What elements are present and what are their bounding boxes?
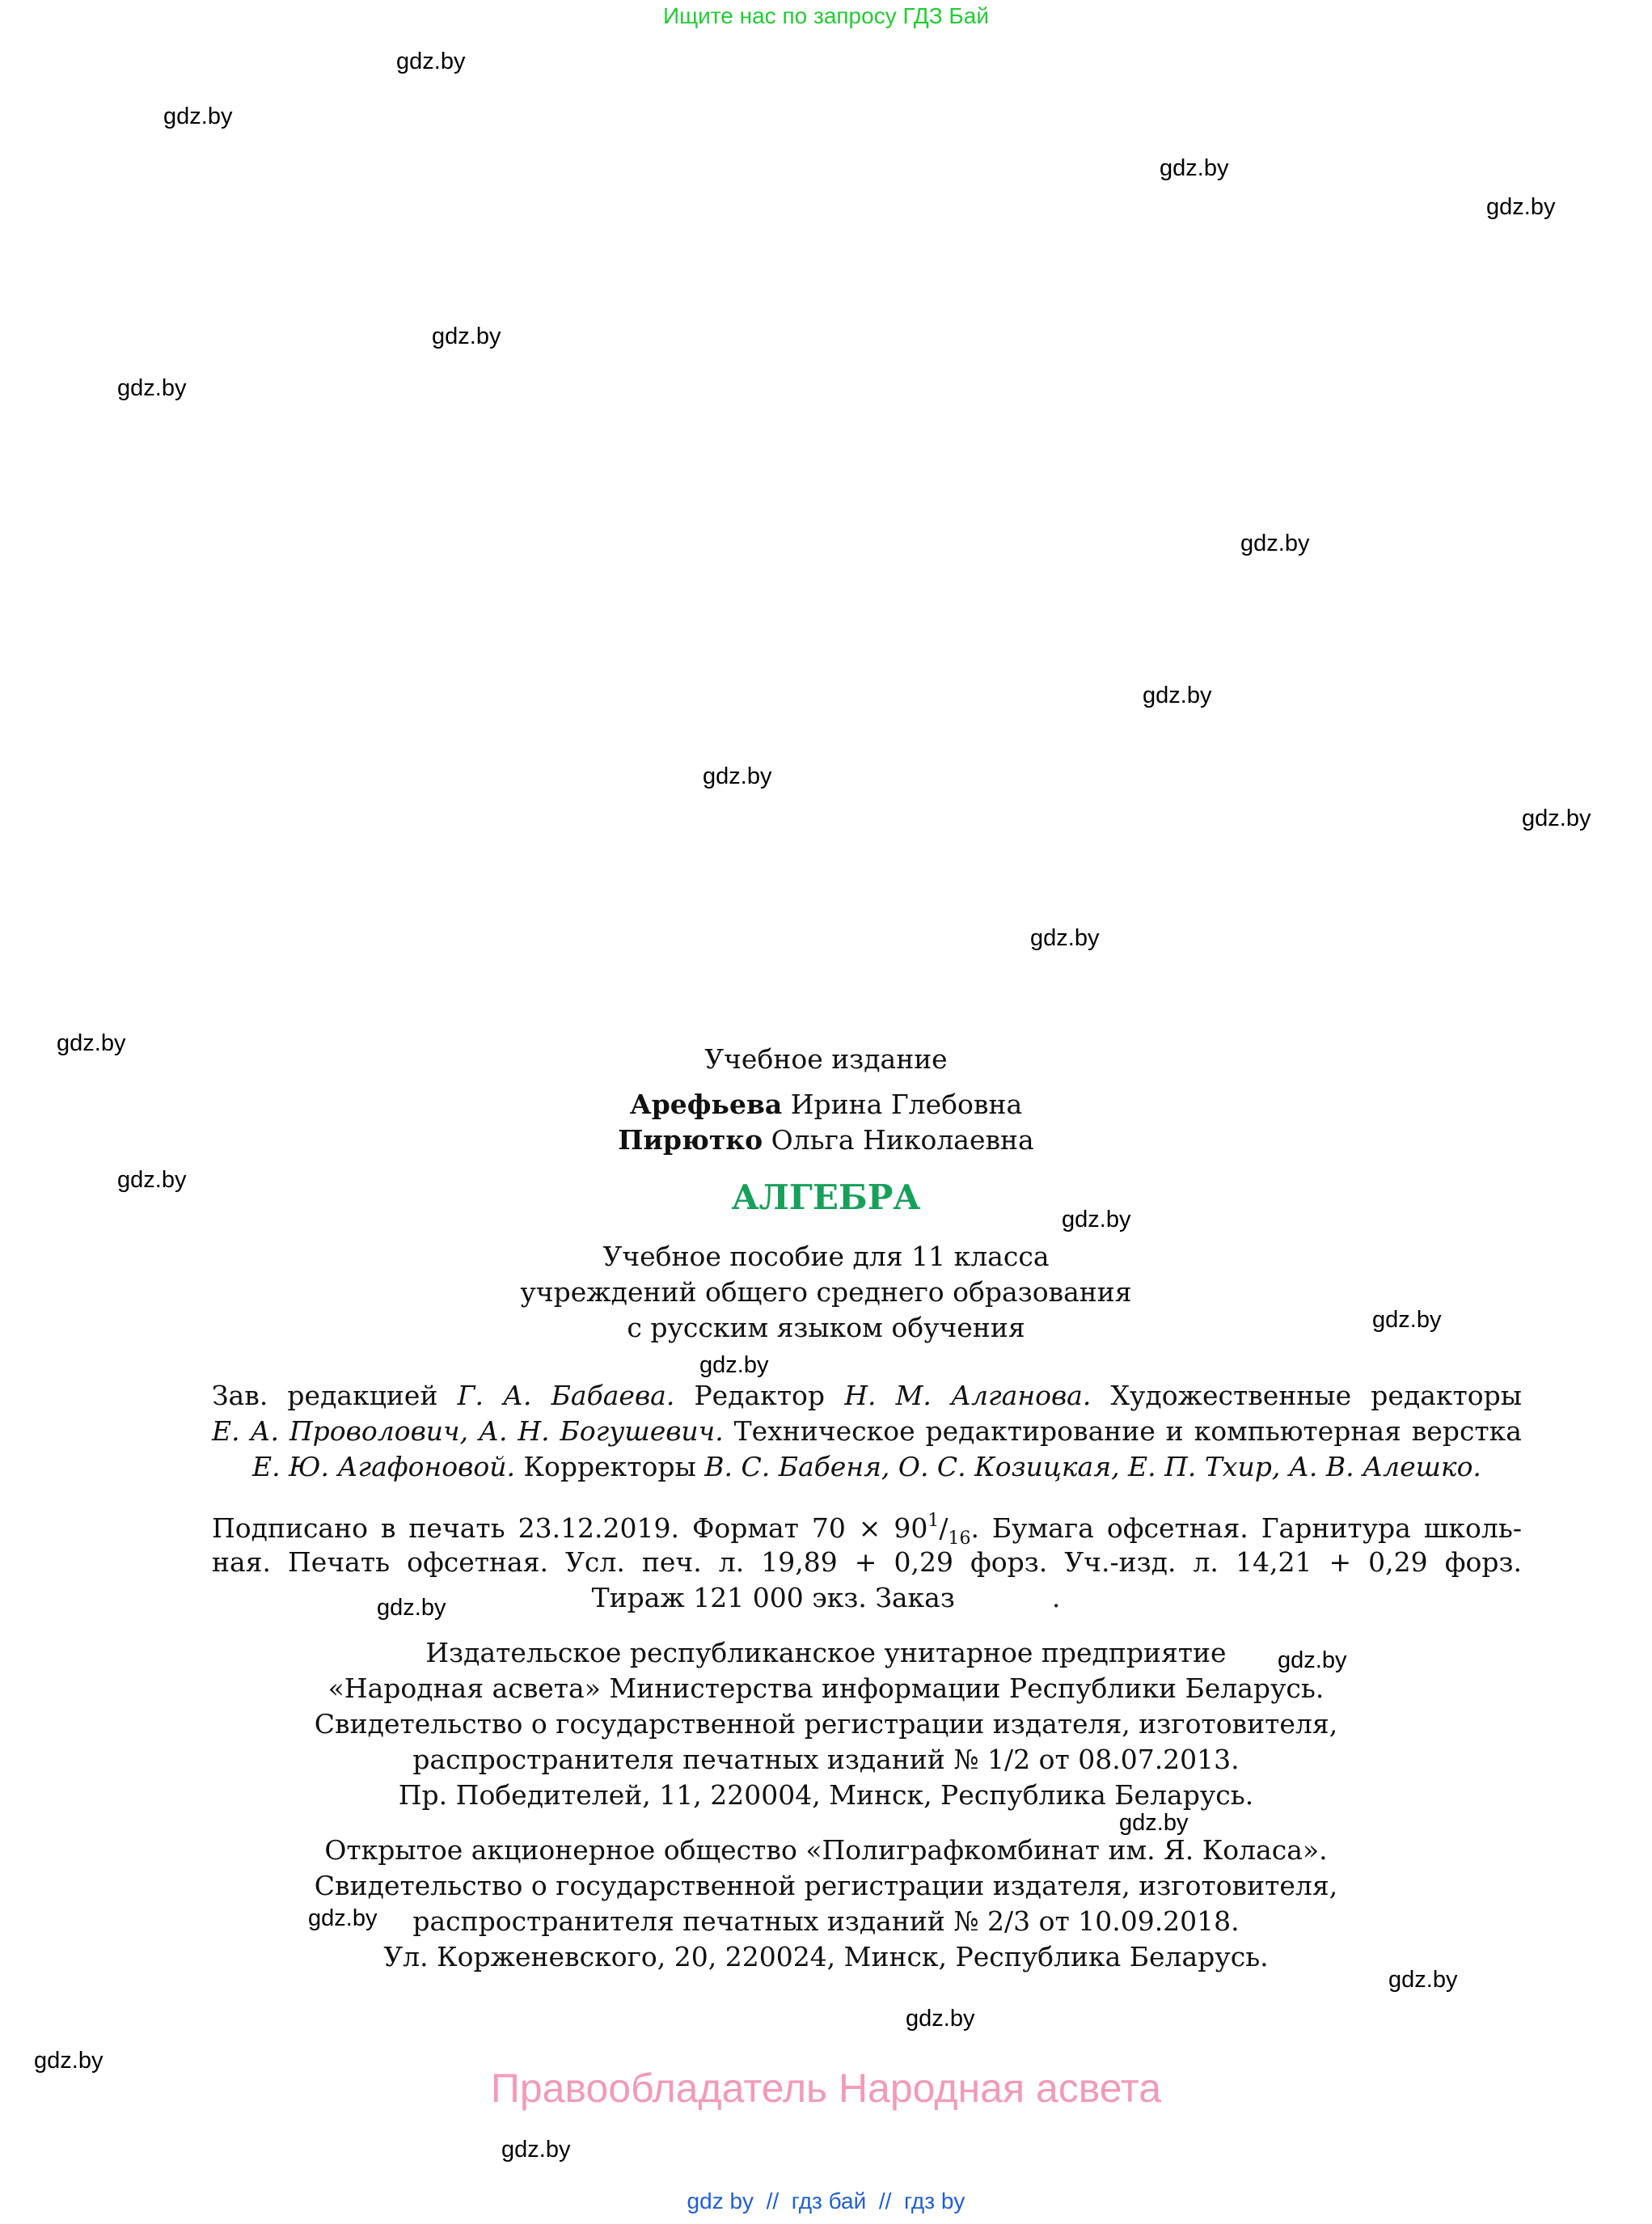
watermark: gdz.by (1119, 1810, 1189, 1836)
author-1-first-name: Ирина Глебовна (790, 1089, 1023, 1120)
print-line-1 (212, 1511, 1522, 1549)
footer-separator: // (766, 2188, 780, 2213)
publisher-line: «Народная асвета» Министерства информации Республики Беларусь. (327, 1672, 1325, 1704)
credits-text: Зав. редакцией (212, 1380, 438, 1411)
watermark: gdz.by (57, 1030, 126, 1056)
watermark: gdz.by (308, 1905, 378, 1931)
subtitle-line-1: Учебное пособие для 11 класса (602, 1241, 1050, 1272)
watermark: gdz.by (396, 49, 466, 74)
credits-name: В. С. Бабеня, О. С. Козицкая, Е. П. Тхир, А. В. Алешко. (704, 1451, 1481, 1482)
author-1-last-name: Арефьева (629, 1089, 783, 1120)
credits-name: Н. М. Алганова. (844, 1380, 1092, 1411)
watermark: gdz.by (1486, 194, 1556, 220)
watermark: gdz.by (1278, 1647, 1347, 1673)
watermark: gdz.by (34, 2048, 104, 2074)
edition-type: Учебное издание (704, 1043, 948, 1075)
printer-line: распространителя печатных изданий № 2/3 от 10.09.2018. (412, 1905, 1240, 1937)
credits-text: Художественные редакторы (1110, 1380, 1523, 1411)
footer-link[interactable]: гдз by (903, 2188, 965, 2213)
publisher-line: Пр. Победителей, 11, 220004, Минск, Республика Беларусь. (398, 1779, 1254, 1811)
footer-link[interactable]: gdz by (687, 2188, 754, 2213)
credits-line-1 (212, 1380, 1522, 1411)
watermark: gdz.by (1143, 683, 1212, 708)
watermark: gdz.by (703, 763, 772, 789)
credits-name: Г. А. Бабаева. (457, 1380, 675, 1411)
subtitle-line-2: учреждений общего среднего образования (520, 1276, 1132, 1308)
watermark: gdz.by (432, 323, 501, 349)
credits-name: Е. А. Проволович, А. Н. Богушевич. (212, 1415, 724, 1447)
publisher-line: распространителя печатных изданий № 1/2 от 08.07.2013. (412, 1744, 1240, 1775)
watermark: gdz.by (1372, 1307, 1442, 1333)
watermark: gdz.by (117, 1167, 187, 1193)
author-2-last-name: Пирютко (618, 1124, 763, 1156)
watermark: gdz.by (906, 2006, 975, 2032)
book-title: АЛГЕБРА (731, 1178, 921, 1217)
rights-holder: Правообладатель Народная асвета (490, 2065, 1162, 2111)
author-2-first-name: Ольга Николаевна (771, 1124, 1034, 1156)
credits-text: Корректоры (523, 1451, 696, 1482)
footer-link[interactable]: гдз бай (791, 2188, 867, 2213)
print-run: Тираж 121 000 экз. Заказ (591, 1582, 955, 1613)
print-line-3 (0, 1582, 1652, 1613)
watermark: gdz.by (1160, 155, 1229, 181)
footer-links (0, 2188, 1652, 2214)
top-banner: Ищите нас по запросу ГДЗ Бай (662, 3, 990, 28)
publisher-line: Свидетельство о государственной регистрации издателя, изготовителя, (314, 1708, 1338, 1740)
credits-line-3 (212, 1451, 1522, 1482)
credits-line-2 (212, 1415, 1522, 1447)
author-2 (0, 1124, 1652, 1156)
author-1 (0, 1089, 1652, 1120)
print-dot: . (1051, 1582, 1061, 1613)
printer-line: Свидетельство о государственной регистрации издателя, изготовителя, (314, 1870, 1338, 1901)
credits-name: Е. Ю. Агафоновой. (252, 1451, 515, 1482)
fraction-denominator: 16 (948, 1528, 971, 1549)
watermark: gdz.by (377, 1595, 446, 1621)
printer-line: Ул. Корженевского, 20, 220024, Минск, Республика Беларусь. (383, 1941, 1269, 1972)
fraction-numerator: 1 (927, 1511, 940, 1531)
watermark: gdz.by (163, 104, 233, 129)
footer-separator: // (878, 2188, 892, 2213)
watermark: gdz.by (501, 2137, 571, 2163)
printer-line: Открытое акционерное общество «Полиграфкомбинат им. Я. Коласа». (324, 1834, 1328, 1866)
watermark: gdz.by (699, 1352, 769, 1378)
watermark: gdz.by (1388, 1967, 1458, 1993)
watermark: gdz.by (1030, 925, 1100, 951)
print-line-2: ная. Печать офсетная. Усл. печ. л. 19,89 + 0,29 форз. Уч.-изд. л. 14,21 + 0,29 форз. (212, 1546, 1522, 1578)
print-text: Подписано в печать 23.12.2019. Формат $70 \times 90^1/_{16}$. Бумага офсетная. Гарнитура школь- (212, 1511, 1522, 1549)
watermark: gdz.by (1240, 531, 1310, 556)
subtitle-line-3: с русским языком обучения (627, 1312, 1025, 1343)
credits-text: Техническое редактирование и компьютерная верстка (733, 1415, 1522, 1447)
credits-text: Редактор (694, 1380, 826, 1411)
publisher-line: Издательское республиканское унитарное предприятие (425, 1637, 1227, 1668)
watermark: gdz.by (117, 375, 187, 401)
watermark: gdz.by (1522, 805, 1591, 831)
watermark: gdz.by (1062, 1207, 1131, 1233)
